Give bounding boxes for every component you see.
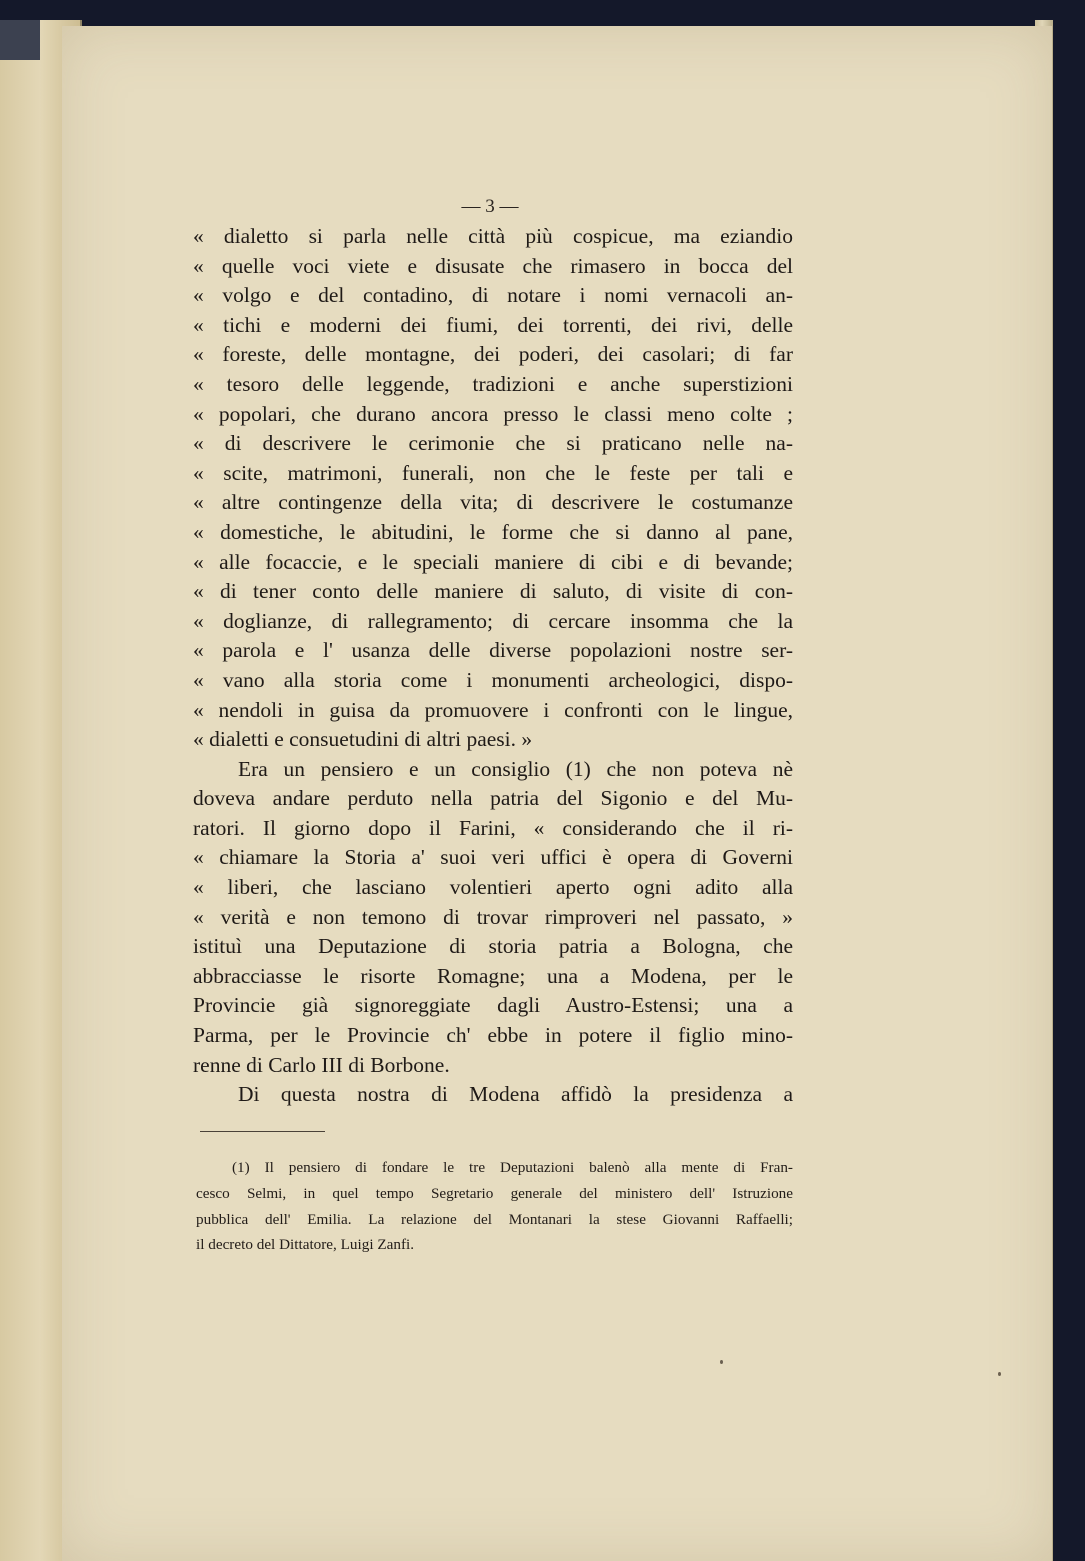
text-line: « chiamare la Storia a' suoi veri uffici è opera di Governi [193, 845, 793, 870]
text-line: « parola e l' usanza delle diverse popolazioni nostre ser- [193, 638, 793, 663]
paper-speck [720, 1360, 723, 1364]
text-line: « di tener conto delle maniere di saluto, di visite di con- [193, 579, 793, 604]
footnote-line: il decreto del Dittatore, Luigi Zanfi. [196, 1236, 415, 1254]
text-line: « tichi e moderni dei fiumi, dei torrenti, dei rivi, delle [193, 312, 793, 337]
text-line: doveva andare perduto nella patria del Sigonio e del Mu- [193, 786, 793, 811]
text-line: « quelle voci viete e disusate che rimasero in bocca del [193, 253, 793, 278]
text-line: istituì una Deputazione di storia patria a Bologna, che [193, 934, 793, 959]
text-line: « di descrivere le cerimonie che si praticano nelle na- [193, 431, 793, 456]
text-line: « scite, matrimoni, funerali, non che le feste per tali e [193, 460, 793, 485]
text-line: « dialetto si parla nelle città più cospicue, ma eziandio [193, 224, 793, 248]
footnote-line: pubblica dell' Emilia. La relazione del Montanari la stese Giovanni Raffaelli; [196, 1210, 793, 1228]
footnote-line: cesco Selmi, in quel tempo Segretario generale del ministero dell' Istruzione [196, 1184, 793, 1202]
paper-speck [998, 1372, 1001, 1376]
text-line: « dialetti e consuetudini di altri paesi. » [193, 727, 533, 752]
text-line: « liberi, che lasciano volentieri aperto ogni adito alla [193, 875, 793, 900]
body-text [193, 222, 793, 1110]
text-line: Parma, per le Provincie ch' ebbe in potere il figlio mino- [193, 1023, 793, 1048]
text-line: « domestiche, le abitudini, le forme che si danno al pane, [193, 519, 793, 544]
footnote-separator [200, 1131, 325, 1132]
page-number: — 3 — [461, 196, 519, 217]
paragraph-start: Di questa nostra di Modena affidò la presidenza a [238, 1082, 793, 1107]
text-line: « doglianze, di rallegramento; di cercare insomma che la [193, 608, 793, 633]
text-line: « popolari, che durano ancora presso le classi meno colte ; [193, 401, 793, 426]
text-line: « nendoli in guisa da promuovere i confronti con le lingue, [193, 697, 793, 722]
text-line: « alle focaccie, e le speciali maniere di cibi e di bevande; [193, 549, 793, 574]
text-line: « tesoro delle leggende, tradizioni e anche superstizioni [193, 371, 793, 396]
binding-corner [0, 20, 40, 60]
text-line: « foreste, delle montagne, dei poderi, dei casolari; di far [193, 342, 793, 367]
text-line: ratori. Il giorno dopo il Farini, « considerando che il ri- [193, 815, 793, 840]
footnote [196, 1155, 793, 1258]
text-line: abbracciasse le risorte Romagne; una a Modena, per le [193, 963, 793, 988]
text-line: « volgo e del contadino, di notare i nomi vernacoli an- [193, 283, 793, 308]
text-line: renne di Carlo III di Borbone. [193, 1052, 450, 1077]
footnote-line: (1) Il pensiero di fondare le tre Deputazioni balenò alla mente di Fran- [232, 1159, 793, 1176]
text-line: « vano alla storia come i monumenti archeologici, dispo- [193, 667, 793, 692]
paragraph-start: Era un pensiero e un consiglio (1) che non poteva nè [238, 756, 793, 781]
text-line: Provincie già signoreggiate dagli Austro-Estensi; una a [193, 993, 793, 1018]
text-line: « verità e non temono di trovar rimproveri nel passato, » [193, 904, 793, 929]
text-line: « altre contingenze della vita; di descrivere le costumanze [193, 490, 793, 515]
